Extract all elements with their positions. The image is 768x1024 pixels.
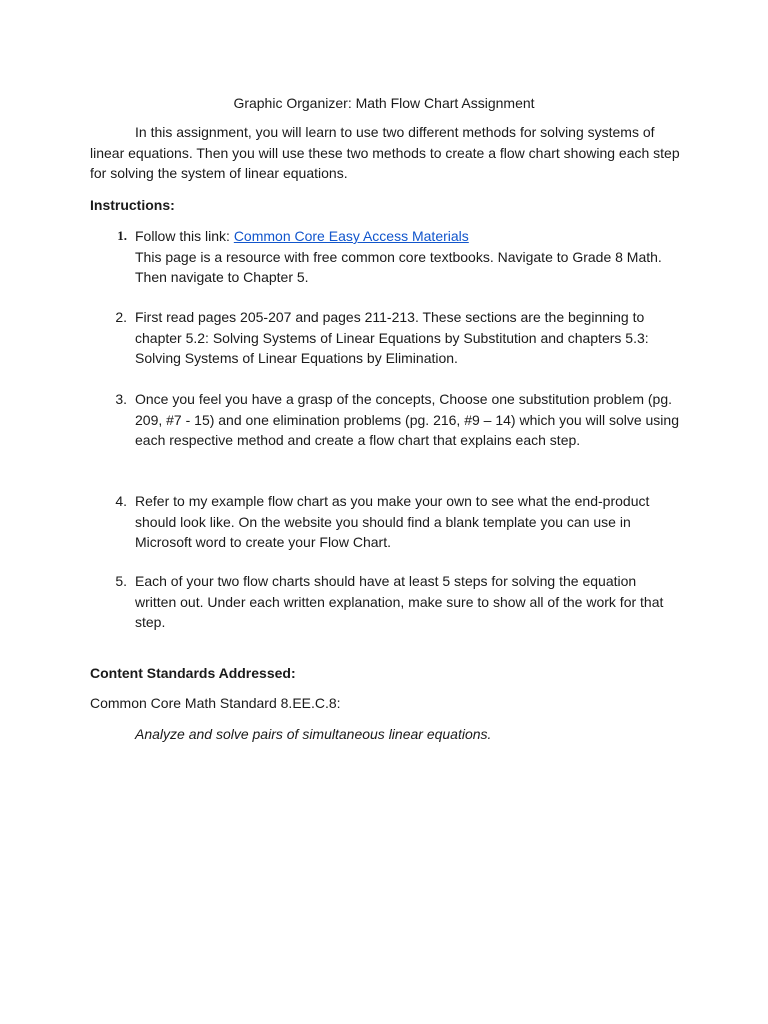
instruction-lead-text: Follow this link: (135, 228, 234, 244)
instruction-item-1 (90, 226, 680, 288)
document-title: Graphic Organizer: Math Flow Chart Assignment (233, 95, 535, 111)
instruction-item-2 (90, 307, 680, 369)
list-number: 4. (115, 493, 127, 509)
content-standards-heading: Content Standards Addressed: (90, 665, 296, 681)
instruction-item-3 (90, 389, 680, 451)
instruction-text: This page is a resource with free common core textbooks. Navigate to Grade 8 Math. Then navigate to Chapter 5. (135, 248, 662, 285)
instruction-item-5 (90, 571, 680, 633)
instruction-text: Each of your two flow charts should have at least 5 steps for solving the equation written out. Under each written explanation, make sure to show all of the work for that step. (135, 573, 664, 630)
instruction-item-4 (90, 491, 680, 553)
instruction-text: Refer to my example flow chart as you make your own to see what the end-product should look like. On the website you should find a blank template you can use in Microsoft word to create your Flow Chart. (135, 493, 650, 550)
list-number: 2. (115, 309, 127, 325)
standard-description: Analyze and solve pairs of simultaneous linear equations. (135, 726, 492, 742)
list-number: 5. (115, 573, 127, 589)
instruction-body (135, 226, 680, 288)
instruction-text: Once you feel you have a grasp of the concepts, Choose one substitution problem (pg. 209, #7 - 15) and one elimination problems (pg. 216, #9 – 14) which you will solve using each respective method and create a flow chart that explains each step. (135, 391, 679, 448)
instruction-text: First read pages 205-207 and pages 211-213. These sections are the beginning to chapter 5.2: Solving Systems of Linear Equations by Substitution and chapters 5.3: Solving Systems of Linear Equations by Elimination. (135, 309, 649, 366)
list-number: 3. (115, 391, 127, 407)
standard-label: Common Core Math Standard 8.EE.C.8: (90, 695, 341, 711)
list-number: 1. (117, 228, 127, 243)
instructions-heading: Instructions: (90, 197, 175, 213)
intro-paragraph: In this assignment, you will learn to use two different methods for solving systems of linear equations. Then you will use these two methods to create a flow chart showing each step for solving the system of linear equations. (90, 124, 680, 181)
common-core-materials-link[interactable]: Common Core Easy Access Materials (233, 228, 469, 244)
